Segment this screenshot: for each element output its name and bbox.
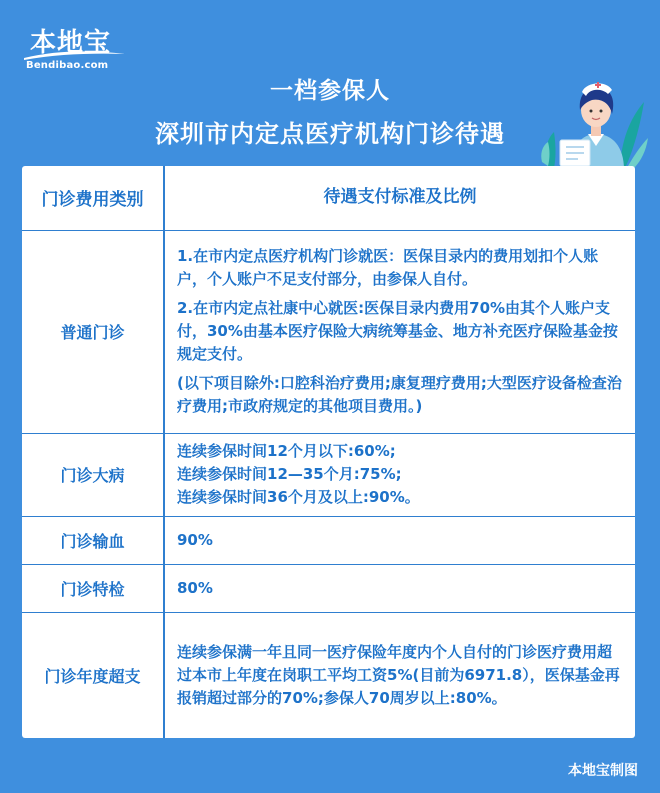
page-title-line-1: 一档参保人: [270, 78, 390, 104]
benefits-table: [22, 166, 635, 738]
standard-cell: 连续参保满一年且同一医疗保险年度内个人自付的门诊医疗费用超过本市上年度在岗职工平均工资5%(目前为6971.8），医保基金再报销超过部分的70%;参保人70周岁以上:80%。: [177, 642, 620, 707]
standard-paragraph: 2.在市内定点社康中心就医:医保目录内费用70%由其个人账户支付，30%由基本医疗保险大病统筹基金、地方补充医疗保险基金按规定支付。: [177, 299, 618, 363]
standard-cell: [164, 230, 635, 433]
table-row: [22, 230, 635, 433]
standard-paragraph: (以下项目除外:口腔科治疗费用;康复理疗费用;大型医疗设备检查治疗费用;市政府规定的其他项目费用。): [177, 374, 622, 415]
standard-paragraph: 1.在市内定点医疗机构门诊就医：医保目录内的费用划扣个人账户，个人账户不足支付部分，由参保人自付。: [177, 247, 599, 288]
table-row: [22, 516, 635, 564]
table-row: [22, 612, 635, 738]
standard-line: 连续参保时间12个月以下:60%;: [177, 442, 396, 460]
standard-line: 连续参保时间12—35个月:75%;: [177, 465, 402, 483]
category-cell: 门诊大病: [22, 433, 164, 516]
logo-name: 本地宝: [30, 28, 112, 58]
category-cell: 门诊特检: [22, 564, 164, 612]
footer-credit: 本地宝制图: [568, 763, 638, 779]
standard-cell: 90%: [164, 516, 635, 564]
standard-line: 连续参保时间36个月及以上:90%。: [177, 488, 420, 506]
table-row: [22, 564, 635, 612]
table-header-row: [22, 166, 635, 230]
category-cell: 普通门诊: [22, 230, 164, 433]
standard-cell: [164, 433, 635, 516]
header-standard: 待遇支付标准及比例: [164, 166, 635, 230]
logo-domain: Bendibao.com: [26, 60, 109, 71]
category-cell: 门诊输血: [22, 516, 164, 564]
standard-cell: 80%: [164, 564, 635, 612]
benefits-table-card: [22, 166, 635, 738]
category-cell: 门诊年度超支: [22, 612, 164, 738]
table-row: [22, 433, 635, 516]
nurse-with-clipboard-illustration: [540, 66, 650, 170]
page-title-line-2: 深圳市内定点医疗机构门诊待遇: [155, 120, 505, 148]
logo: [22, 22, 132, 74]
header-category: 门诊费用类别: [22, 166, 164, 230]
